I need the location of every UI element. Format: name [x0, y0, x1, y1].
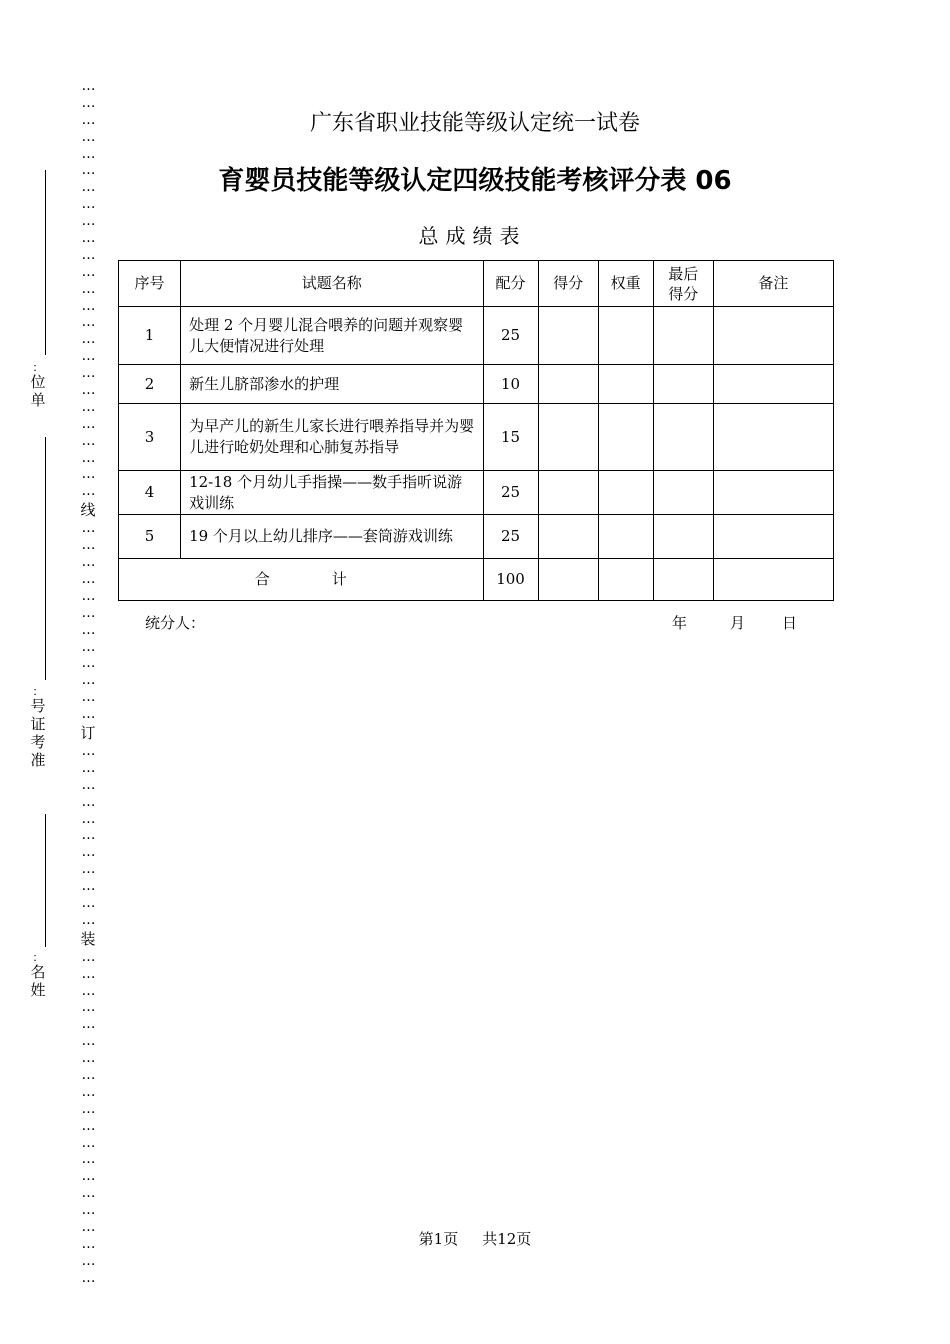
dot-leader: … [81, 1252, 95, 1269]
dot-leader: … [81, 449, 95, 466]
col-header-final: 最后 得分 [653, 261, 713, 307]
dot-leader: … [81, 742, 95, 759]
dot-leader: … [81, 297, 95, 314]
dot-leader: … [81, 810, 95, 827]
total-points: 100 [483, 559, 538, 601]
col-header-notes: 备注 [713, 261, 833, 307]
dot-leader: … [81, 314, 95, 331]
dot-leader: … [81, 415, 95, 432]
dot-leader: … [81, 570, 95, 587]
page-total: 共12页 [482, 1230, 532, 1248]
dot-leader: … [81, 280, 95, 297]
table-row [119, 471, 834, 515]
total-score-cell[interactable] [538, 559, 598, 601]
row-points: 15 [483, 404, 538, 471]
dot-leader: … [81, 999, 95, 1016]
dot-leader: … [81, 1269, 95, 1286]
table-row [119, 365, 834, 404]
dot-leader: … [81, 246, 95, 263]
dot-leader: … [81, 520, 95, 537]
dot-leader: … [81, 1033, 95, 1050]
dot-leader: … [81, 982, 95, 999]
row-name: 为早产儿的新生儿家长进行喂养指导并为婴儿进行呛奶处理和心肺复苏指导 [181, 404, 483, 471]
dot-leader: … [81, 94, 95, 111]
cut-label: 线 [80, 501, 96, 520]
day-label: 日 [782, 614, 798, 632]
row-final-cell[interactable] [653, 365, 713, 404]
total-final-cell[interactable] [653, 559, 713, 601]
total-label [119, 559, 484, 601]
dot-leader: … [81, 1202, 95, 1219]
exam-id-colon: ： [32, 685, 44, 698]
row-weight-cell[interactable] [598, 404, 653, 471]
dot-leader: … [81, 145, 95, 162]
dot-leader: … [81, 162, 95, 179]
col-header-weight: 权重 [598, 261, 653, 307]
col-header-points: 配分 [483, 261, 538, 307]
dot-leader: … [81, 230, 95, 247]
dot-leader: … [81, 878, 95, 895]
score-table [118, 260, 834, 601]
row-weight-cell[interactable] [598, 471, 653, 515]
total-label-part-1: 合 [254, 570, 270, 588]
dot-leader: … [81, 844, 95, 861]
name-char-2: 姓 [30, 981, 46, 999]
row-points: 25 [483, 471, 538, 515]
exam-id-char-4: 准 [30, 751, 46, 769]
dot-leader: … [81, 432, 95, 449]
exam-id-char-1: 号 [30, 697, 46, 715]
row-weight-cell[interactable] [598, 365, 653, 404]
name-colon: ： [32, 951, 44, 964]
row-name: 处理 2 个月婴儿混合喂养的问题并观察婴儿大便情况进行处理 [181, 307, 483, 365]
dot-leader: … [81, 621, 95, 638]
dot-leader: … [81, 894, 95, 911]
row-final-cell[interactable] [653, 515, 713, 559]
dot-leader: … [81, 1185, 95, 1202]
total-weight-cell[interactable] [598, 559, 653, 601]
binding-dotted-line [76, 78, 100, 1286]
table-title: 总成绩表 [418, 224, 527, 248]
dot-leader: … [81, 554, 95, 571]
row-notes-cell[interactable] [713, 471, 833, 515]
dot-leader: … [81, 1117, 95, 1134]
dot-leader: … [81, 672, 95, 689]
dot-leader: … [81, 78, 95, 94]
page-current: 第1页 [418, 1230, 459, 1248]
col-header-score: 得分 [538, 261, 598, 307]
binding-rule-3 [45, 814, 46, 947]
dot-leader: … [81, 1134, 95, 1151]
dot-leader: … [81, 365, 95, 382]
dot-leader: … [81, 1168, 95, 1185]
dot-leader: … [81, 587, 95, 604]
table-header-row [119, 261, 834, 307]
col-header-no: 序号 [119, 261, 181, 307]
row-score-cell[interactable] [538, 365, 598, 404]
dot-leader: … [81, 776, 95, 793]
page-number [0, 1228, 950, 1249]
row-notes-cell[interactable] [713, 515, 833, 559]
dot-leader: … [81, 263, 95, 280]
dot-leader: … [81, 483, 95, 500]
dot-leader: … [81, 911, 95, 928]
dot-leader: … [81, 1083, 95, 1100]
row-score-cell[interactable] [538, 471, 598, 515]
dot-leader: … [81, 179, 95, 196]
row-no: 2 [119, 365, 181, 404]
exam-id-char-2: 证 [30, 715, 46, 733]
dot-leader: … [81, 793, 95, 810]
row-score-cell[interactable] [538, 515, 598, 559]
dot-leader: … [81, 689, 95, 706]
dot-leader: … [81, 196, 95, 213]
row-final-cell[interactable] [653, 404, 713, 471]
dot-leader: … [81, 466, 95, 483]
row-no: 4 [119, 471, 181, 515]
cut-label: 订 [80, 723, 96, 742]
row-score-cell[interactable] [538, 307, 598, 365]
total-notes-cell[interactable] [713, 559, 833, 601]
issuer-title: 广东省职业技能等级认定统一试卷 [309, 111, 640, 136]
row-points: 10 [483, 365, 538, 404]
row-name: 新生儿脐部渗水的护理 [181, 365, 483, 404]
dot-leader: … [81, 1151, 95, 1168]
dot-leader: … [81, 948, 95, 965]
table-row [119, 404, 834, 471]
row-weight-cell[interactable] [598, 515, 653, 559]
table-row [119, 307, 834, 365]
dot-leader: … [81, 398, 95, 415]
dot-leader: … [81, 1219, 95, 1235]
dot-leader: … [81, 706, 95, 723]
row-notes-cell[interactable] [713, 307, 833, 365]
exam-id-field-label [28, 686, 48, 769]
row-notes-cell[interactable] [713, 365, 833, 404]
date-line [672, 612, 797, 633]
name-field-label [28, 952, 48, 999]
page-title: 育婴员技能等级认定四级技能考核评分表 06 [218, 166, 732, 196]
unit-label-2: 单 [30, 391, 46, 409]
unit-colon: ： [32, 361, 44, 374]
binding-rule-1 [45, 170, 46, 355]
row-name: 19 个月以上幼儿排序——套筒游戏训练 [181, 515, 483, 559]
dot-leader: … [81, 655, 95, 672]
dot-leader: … [81, 331, 95, 348]
binding-rule-2 [45, 437, 46, 680]
year-label: 年 [672, 614, 688, 632]
table-row [119, 515, 834, 559]
dot-leader: … [81, 827, 95, 844]
scorer-label: 统分人： [145, 614, 206, 632]
dot-leader: … [81, 604, 95, 621]
row-no: 5 [119, 515, 181, 559]
dot-leader: … [81, 213, 95, 230]
row-points: 25 [483, 307, 538, 365]
month-label: 月 [730, 614, 746, 632]
row-name: 12-18 个月幼儿手指操——数手指听说游戏训练 [181, 471, 483, 515]
unit-field-label [28, 362, 48, 409]
dot-leader: … [81, 1016, 95, 1033]
col-header-name: 试题名称 [181, 261, 483, 307]
exam-id-char-3: 考 [30, 733, 46, 751]
row-final-cell[interactable] [653, 307, 713, 365]
dot-leader: … [81, 382, 95, 399]
row-weight-cell[interactable] [598, 307, 653, 365]
cut-label: 装 [80, 929, 96, 948]
table-total-row [119, 559, 834, 601]
dot-leader: … [81, 1050, 95, 1067]
name-char-1: 名 [30, 963, 46, 981]
dot-leader: … [81, 965, 95, 982]
dot-leader: … [81, 861, 95, 878]
unit-label-1: 位 [30, 373, 46, 391]
dot-leader: … [81, 348, 95, 365]
dot-leader: … [81, 111, 95, 128]
total-label-part-2: 计 [331, 570, 347, 588]
dot-leader: … [81, 759, 95, 776]
dot-leader: … [81, 1066, 95, 1083]
row-notes-cell[interactable] [713, 404, 833, 471]
row-score-cell[interactable] [538, 404, 598, 471]
row-final-cell[interactable] [653, 471, 713, 515]
dot-leader: … [81, 537, 95, 554]
row-points: 25 [483, 515, 538, 559]
dot-leader: … [81, 1100, 95, 1117]
dot-leader: … [81, 1235, 95, 1252]
dot-leader: … [81, 638, 95, 655]
dot-leader: … [81, 128, 95, 145]
row-no: 1 [119, 307, 181, 365]
row-no: 3 [119, 404, 181, 471]
